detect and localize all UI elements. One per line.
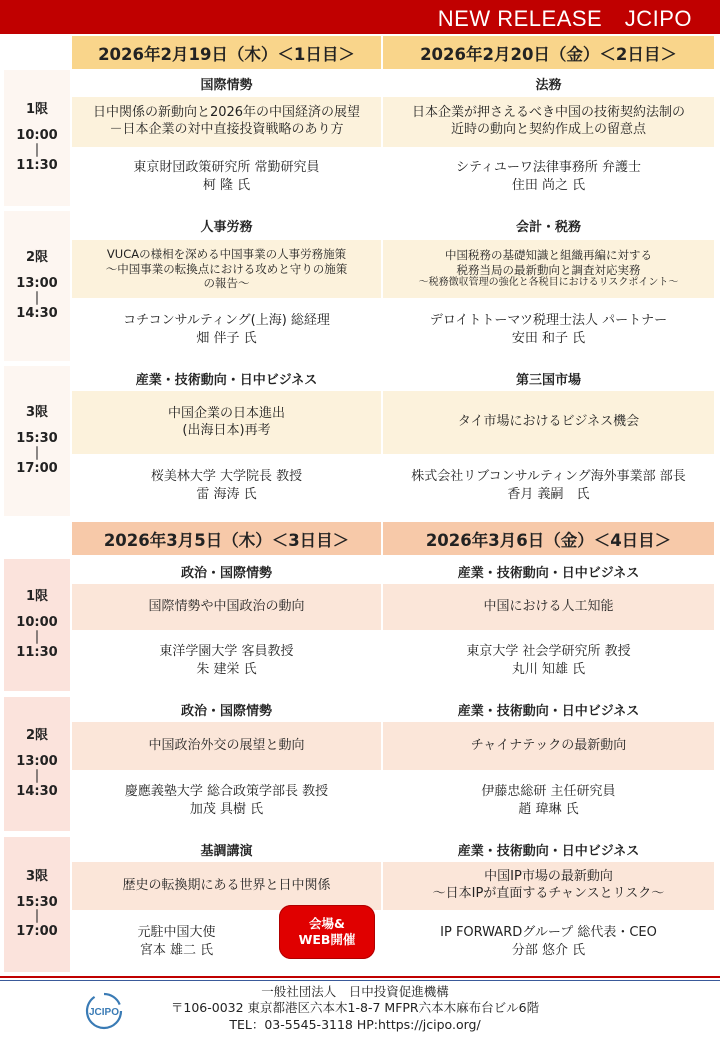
footer-contact-block (140, 984, 570, 1033)
period-1-label: 1限 10:00 ｜ 11:30 (4, 559, 70, 691)
session-topic: VUCAの様相を深める中国事業の人事労務施策 ～中国事業の転換点における攻めと守りの施策 の報告～ (72, 240, 381, 298)
speaker-info: 株式会社リブコンサルティング海外事業部 部長 香月 義嗣 氏 (383, 455, 714, 516)
day1-header: 2026年2月19日（木）＜1日目＞ (72, 36, 381, 69)
category-label: 産業・技術動向・日中ビジネス (72, 366, 381, 390)
speaker-info: 東京財団政策研究所 常勤研究員 柯 隆 氏 (72, 148, 381, 206)
speaker-info: IP FORWARDグループ 総代表・CEO 分部 悠介 氏 (383, 911, 714, 972)
speaker-info: 桜美林大学 大学院長 教授 雷 海涛 氏 (72, 455, 381, 516)
speaker-info: 東京大学 社会学研究所 教授 丸川 知雄 氏 (383, 631, 714, 691)
category-label: 政治・国際情勢 (72, 697, 381, 721)
session-topic: タイ市場におけるビジネス機会 (383, 391, 714, 454)
category-label: 産業・技術動向・日中ビジネス (383, 559, 714, 583)
session-topic: チャイナテックの最新動向 (383, 722, 714, 770)
category-label: 基調講演 (72, 837, 381, 861)
period-3-label: 3限 15:30 ｜ 17:00 (4, 366, 70, 516)
session-topic: 中国政治外交の展望と動向 (72, 722, 381, 770)
period-2-label: 2限 13:00 ｜ 14:30 (4, 697, 70, 831)
period-2-label: 2限 13:00 ｜ 14:30 (4, 211, 70, 361)
session-topic: 日中関係の新動向と2026年の中国経済の展望 －日本企業の対中直接投資戦略のあり方 (72, 97, 381, 147)
category-label: 産業・技術動向・日中ビジネス (383, 697, 714, 721)
speaker-info: 東洋学園大学 客員教授 朱 建栄 氏 (72, 631, 381, 691)
jcipo-logo-icon (84, 991, 124, 1031)
release-title: NEW RELEASE JCIPO (437, 6, 692, 31)
category-label: 第三国市場 (383, 366, 714, 390)
category-label: 政治・国際情勢 (72, 559, 381, 583)
period-1-label: 1限 10:00 ｜ 11:30 (4, 70, 70, 206)
venue-web-badge: 会場& WEB開催 (279, 905, 375, 959)
speaker-info: 元駐中国大使 宮本 雄二 氏 (72, 911, 381, 972)
org-address: 〒106-0032 東京都港区六本木1-8-7 MFPR六本木麻布台ビル6階 (170, 1000, 540, 1016)
speaker-info: 伊藤忠総研 主任研究員 趙 瑋琳 氏 (383, 771, 714, 831)
day2-header: 2026年2月20日（金）＜2日目＞ (383, 36, 714, 69)
category-label: 会計・税務 (383, 211, 714, 239)
day4-header: 2026年3月6日（金）＜4日目＞ (383, 522, 714, 555)
session-topic: 国際情勢や中国政治の動向 (72, 584, 381, 630)
category-label: 法務 (383, 70, 714, 96)
session-topic: 中国IP市場の最新動向 ～日本IPが直面するチャンスとリスク～ (383, 862, 714, 910)
session-topic: 歴史の転換期にある世界と日中関係 (72, 862, 381, 910)
period-3-label: 3限 15:30 ｜ 17:00 (4, 837, 70, 972)
top-banner (0, 0, 720, 34)
session-topic: 中国における人工知能 (383, 584, 714, 630)
category-label: 産業・技術動向・日中ビジネス (383, 837, 714, 861)
session-topic: 日本企業が押さえるべき中国の技術契約法制の 近時の動向と契約作成上の留意点 (383, 97, 714, 147)
day3-header: 2026年3月5日（木）＜3日目＞ (72, 522, 381, 555)
session-topic: 中国税務の基礎知識と組織再編に対する 税務当局の最新動向と調査対応実務 ～税務徴収管理の強化と各税目におけるリスクポイント～ (383, 240, 714, 298)
speaker-info: デロイトトーマツ税理士法人 パートナー 安田 和子 氏 (383, 299, 714, 361)
speaker-info: 慶應義塾大学 総合政策学部長 教授 加茂 具樹 氏 (72, 771, 381, 831)
org-contact: TEL：03-5545-3118 HP:https://jcipo.org/ (229, 1016, 481, 1032)
svg-text:JCIPO: JCIPO (88, 1007, 120, 1018)
category-label: 国際情勢 (72, 70, 381, 96)
category-label: 人事労務 (72, 211, 381, 239)
speaker-info: シティユーワ法律事務所 弁護士 住田 尚之 氏 (383, 148, 714, 206)
org-name: 一般社団法人 日中投資促進機構 (261, 984, 449, 999)
session-topic: 中国企業の日本進出 (出海日本)再考 (72, 391, 381, 454)
footer-divider-bottom (0, 980, 720, 981)
speaker-info: コチコンサルティング(上海) 総経理 畑 伴子 氏 (72, 299, 381, 361)
footer-divider-top (0, 976, 720, 978)
